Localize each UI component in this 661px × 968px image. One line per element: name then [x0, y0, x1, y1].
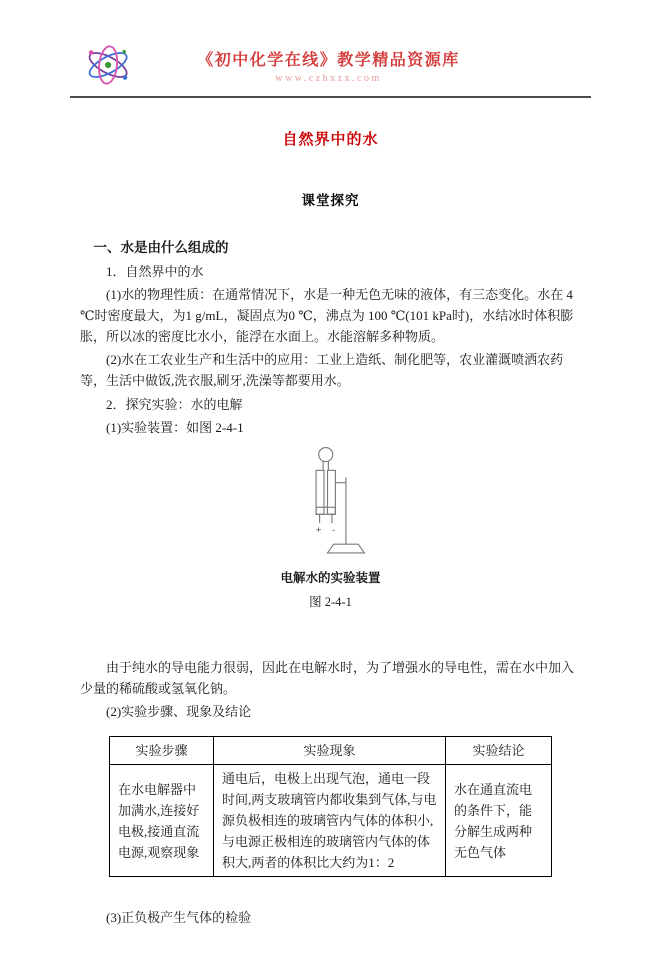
paragraph-gas-test: (3)正负极产生气体的检验	[106, 910, 252, 925]
cathode-minus-label: -	[330, 525, 336, 536]
list-item-natural-water: 1．自然界中的水	[106, 264, 204, 279]
experiment-table	[109, 736, 552, 877]
table-cell-conclusion: 水在通直流电的条件下，能分解生成两种无色气体	[446, 765, 552, 877]
paragraph-applications: (2)水在工农业生产和生活中的应用：工业上造纸、制化肥等，农业灌溉喷洒农药等，生活中做饭,洗衣服,刷牙,洗澡等都要用水。	[80, 352, 564, 388]
table-header-row	[110, 737, 552, 765]
table-header-observation: 实验现象	[214, 737, 446, 765]
list-item-electrolysis-experiment: 2．探究实验：水的电解	[106, 397, 243, 412]
figure-number: 图 2-4-1	[309, 595, 352, 609]
paragraph-physical-properties: (1)水的物理性质：在通常情况下，水是一种无色无味的液体，有三态变化。水在 4 ℃时密度最大，为1 g/mL，凝固点为0 ℃，沸点为 100 ℃(101 kPa时)，水结冰时体积膨胀，所以冰的密度比水小，能浮在水面上。水能溶解多种物质。	[80, 287, 574, 344]
anode-plus-label: +	[315, 525, 321, 536]
document-header	[70, 40, 591, 98]
paragraph-conductivity: 由于纯水的导电能力很弱，因此在电解水时，为了增强水的导电性，需在水中加入少量的稀硫酸或氢氧化钠。	[80, 660, 575, 696]
page-subtitle: 课堂探究	[301, 193, 360, 208]
table-row	[110, 765, 552, 877]
paragraph-apparatus-ref: (1)实验装置：如图 2-4-1	[106, 420, 244, 435]
section-heading: 一、水是由什么组成的	[93, 240, 229, 255]
figure-caption: 电解水的实验装置	[280, 571, 381, 585]
document-body	[80, 237, 581, 928]
table-cell-observation: 通电后，电极上出现气泡，通电一段时间,两支玻璃管内都收集到气体,与电源负极相连的玻璃管内气体的体积小,与电源正极相连的玻璃管内气体的体积大,两者的体积比大约为1：2	[214, 765, 446, 877]
table-header-conclusion: 实验结论	[446, 737, 552, 765]
table-header-steps: 实验步骤	[110, 737, 214, 765]
brand-url-link[interactable]: www.czhxzx.com	[275, 72, 382, 84]
brand-title: 《初中化学在线》教学精品资源库	[197, 51, 460, 69]
page-title: 自然界中的水	[282, 132, 379, 148]
brand-block	[136, 47, 591, 84]
brand-atom-logo-icon	[82, 40, 136, 90]
paragraph-table-intro: (2)实验步骤、现象及结论	[106, 704, 252, 719]
electrolysis-apparatus-figure	[80, 444, 581, 613]
table-cell-steps: 在水电解器中加满水,连接好电极,接通直流电源,观察现象	[110, 765, 214, 877]
